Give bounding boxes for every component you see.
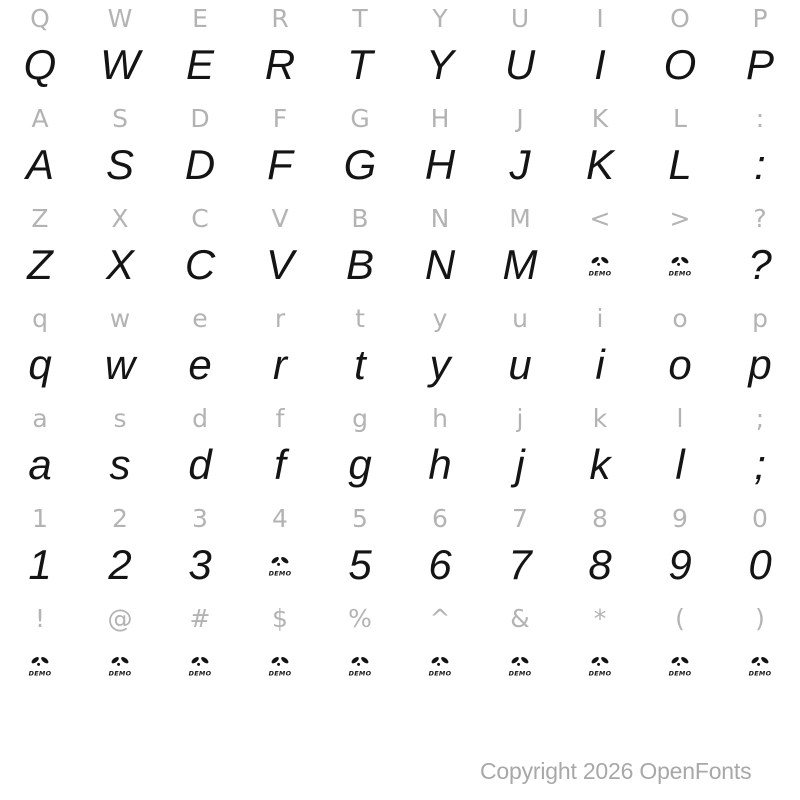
glyph-cell — [640, 400, 720, 500]
glyph-cell — [160, 500, 240, 600]
glyph-cell — [640, 0, 720, 100]
reference-char: ! — [34, 604, 46, 633]
glyph-cell — [480, 100, 560, 200]
fleuron-ornament-icon — [270, 656, 289, 666]
glyph-cell — [0, 200, 80, 300]
reference-char: # — [189, 604, 211, 633]
reference-char: s — [113, 404, 127, 433]
reference-char: ( — [675, 604, 685, 633]
reference-char: X — [111, 204, 129, 233]
reference-char: u — [512, 304, 528, 333]
fleuron-ornament-icon — [110, 656, 129, 666]
reference-char: l — [676, 404, 684, 433]
demo-font-char: e — [188, 341, 212, 388]
demo-font-char — [320, 631, 400, 686]
demo-font-char: E — [185, 41, 214, 88]
demo-font-char: W — [100, 41, 140, 88]
glyph-cell — [80, 100, 160, 200]
demo-font-char: 1 — [28, 541, 52, 588]
demo-font-char — [400, 631, 480, 686]
demo-font-char: w — [104, 341, 136, 388]
reference-char: y — [432, 304, 448, 333]
glyph-cell — [640, 500, 720, 600]
demo-font-char — [640, 231, 720, 286]
glyph-cell — [0, 0, 80, 100]
glyph-cell — [160, 100, 240, 200]
reference-char: 1 — [32, 504, 48, 533]
glyph-cell — [640, 600, 720, 700]
copyright-text: Copyright 2026 OpenFonts — [480, 758, 752, 784]
glyph-cell — [240, 200, 320, 300]
reference-char: w — [109, 304, 131, 333]
demo-font-char: 0 — [748, 541, 772, 588]
specimen-row — [0, 200, 800, 300]
glyph-cell — [720, 100, 800, 200]
glyph-cell — [0, 500, 80, 600]
demo-font-char: 9 — [668, 541, 692, 588]
glyph-cell — [720, 0, 800, 100]
demo-font-char — [560, 231, 640, 286]
demo-font-char: U — [504, 41, 536, 88]
demo-font-char: r — [273, 341, 287, 388]
reference-char: O — [670, 4, 690, 33]
demo-font-char: D — [184, 141, 216, 188]
glyph-cell — [480, 400, 560, 500]
fleuron-ornament-icon — [30, 656, 49, 666]
demo-label: DEMO — [748, 669, 772, 677]
demo-font-char — [0, 631, 80, 686]
glyph-cell — [400, 200, 480, 300]
reference-char: $ — [272, 604, 288, 633]
demo-font-char — [240, 631, 320, 686]
reference-char: R — [271, 4, 289, 33]
demo-label: DEMO — [588, 269, 612, 277]
fleuron-ornament-icon — [750, 656, 769, 666]
glyph-cell — [240, 0, 320, 100]
demo-font-char: y — [429, 341, 451, 388]
reference-char: 7 — [512, 504, 528, 533]
demo-font-char: j — [515, 441, 525, 488]
reference-char: H — [430, 104, 450, 133]
glyph-cell — [80, 300, 160, 400]
demo-font-char — [720, 631, 800, 686]
reference-char: P — [752, 4, 768, 33]
fleuron-ornament-icon — [350, 656, 369, 666]
reference-char: A — [31, 104, 49, 133]
glyph-cell — [320, 100, 400, 200]
demo-font-char: 5 — [348, 541, 372, 588]
glyph-cell — [720, 500, 800, 600]
reference-char: T — [352, 4, 368, 33]
glyph-cell — [400, 0, 480, 100]
reference-char: a — [32, 404, 48, 433]
fleuron-ornament-icon — [590, 656, 609, 666]
glyph-cell — [480, 200, 560, 300]
glyph-cell — [480, 500, 560, 600]
reference-char: : — [755, 104, 765, 133]
glyph-cell — [240, 100, 320, 200]
demo-font-char — [560, 631, 640, 686]
glyph-cell — [320, 400, 400, 500]
demo-font-char: L — [668, 141, 692, 188]
demo-font-char — [640, 631, 720, 686]
demo-label: DEMO — [668, 669, 692, 677]
specimen-row — [0, 500, 800, 600]
demo-label: DEMO — [268, 569, 292, 577]
reference-char: M — [509, 204, 531, 233]
reference-char: 0 — [752, 504, 768, 533]
reference-char: i — [596, 304, 604, 333]
demo-font-char: 6 — [428, 541, 452, 588]
reference-char: 6 — [432, 504, 448, 533]
glyph-cell — [240, 400, 320, 500]
reference-char: W — [107, 4, 133, 33]
demo-font-char: J — [509, 141, 531, 188]
reference-char: r — [274, 304, 286, 333]
demo-font-char: B — [345, 241, 374, 288]
demo-label: DEMO — [348, 669, 372, 677]
demo-label: DEMO — [268, 669, 292, 677]
reference-char: ; — [755, 404, 765, 433]
reference-char: > — [669, 204, 691, 233]
glyph-cell — [320, 0, 400, 100]
fleuron-ornament-icon — [190, 656, 209, 666]
glyph-cell — [560, 600, 640, 700]
reference-char: L — [673, 104, 687, 133]
glyph-cell — [80, 400, 160, 500]
specimen-row — [0, 0, 800, 100]
demo-placeholder-glyph — [747, 655, 773, 677]
reference-char: d — [192, 404, 208, 433]
demo-font-char: H — [424, 141, 456, 188]
demo-font-char: g — [348, 441, 372, 488]
demo-placeholder-glyph — [267, 655, 293, 677]
reference-char: 5 — [352, 504, 368, 533]
glyph-cell — [80, 0, 160, 100]
demo-placeholder-glyph — [427, 655, 453, 677]
reference-char: e — [192, 304, 208, 333]
demo-label: DEMO — [508, 669, 532, 677]
reference-char: Q — [30, 4, 50, 33]
demo-font-char: S — [105, 141, 134, 188]
specimen-row — [0, 400, 800, 500]
glyph-cell — [720, 600, 800, 700]
demo-font-char: 7 — [508, 541, 532, 588]
glyph-cell — [240, 500, 320, 600]
demo-font-char: d — [188, 441, 212, 488]
reference-char: E — [192, 4, 208, 33]
glyph-cell — [640, 300, 720, 400]
demo-font-char: f — [274, 441, 286, 488]
glyph-cell — [160, 400, 240, 500]
reference-char: g — [352, 404, 368, 433]
demo-font-char: I — [594, 41, 606, 88]
glyph-cell — [720, 200, 800, 300]
glyph-cell — [560, 400, 640, 500]
glyph-cell — [80, 600, 160, 700]
demo-font-char: q — [28, 341, 52, 388]
demo-placeholder-glyph — [267, 555, 293, 577]
glyph-cell — [0, 100, 80, 200]
reference-char: Z — [31, 204, 49, 233]
demo-font-char: s — [109, 441, 131, 488]
demo-font-char: p — [748, 341, 772, 388]
reference-char: 9 — [672, 504, 688, 533]
demo-label: DEMO — [428, 669, 452, 677]
reference-char: 2 — [112, 504, 128, 533]
demo-font-char: F — [267, 141, 293, 188]
demo-font-char: 8 — [588, 541, 612, 588]
reference-char: S — [112, 104, 128, 133]
glyph-cell — [160, 300, 240, 400]
reference-char: K — [591, 104, 609, 133]
fleuron-ornament-icon — [670, 656, 689, 666]
reference-char: % — [348, 604, 372, 633]
glyph-cell — [640, 200, 720, 300]
glyph-cell — [640, 100, 720, 200]
reference-char: < — [589, 204, 611, 233]
glyph-cell — [320, 500, 400, 600]
demo-font-char: i — [595, 341, 605, 388]
demo-placeholder-glyph — [667, 655, 693, 677]
reference-char: j — [516, 404, 524, 433]
demo-font-char: 3 — [188, 541, 212, 588]
glyph-cell — [400, 100, 480, 200]
reference-char: F — [272, 104, 288, 133]
reference-char: @ — [107, 604, 133, 633]
demo-font-char: X — [105, 241, 134, 288]
demo-font-char: K — [585, 141, 614, 188]
glyph-cell — [240, 600, 320, 700]
demo-font-char: O — [663, 41, 697, 88]
glyph-cell — [400, 600, 480, 700]
demo-font-char: P — [745, 41, 774, 88]
demo-font-char — [240, 531, 320, 586]
glyph-cell — [320, 300, 400, 400]
glyph-cell — [320, 600, 400, 700]
reference-char: ? — [753, 204, 767, 233]
demo-placeholder-glyph — [187, 655, 213, 677]
reference-char: J — [516, 104, 524, 133]
glyph-cell — [400, 300, 480, 400]
glyph-cell — [720, 400, 800, 500]
specimen-row — [0, 300, 800, 400]
reference-char: & — [510, 604, 530, 633]
reference-char: Y — [432, 4, 448, 33]
reference-char: N — [430, 204, 450, 233]
demo-label: DEMO — [188, 669, 212, 677]
reference-char: ) — [755, 604, 765, 633]
demo-placeholder-glyph — [27, 655, 53, 677]
demo-font-char — [480, 631, 560, 686]
reference-char: U — [510, 4, 530, 33]
glyph-cell — [560, 300, 640, 400]
reference-char: * — [593, 604, 607, 633]
demo-font-char: G — [343, 141, 377, 188]
demo-placeholder-glyph — [107, 655, 133, 677]
demo-font-char: ; — [754, 441, 766, 488]
reference-char: f — [275, 404, 285, 433]
glyph-cell — [720, 300, 800, 400]
glyph-cell — [400, 500, 480, 600]
demo-font-char: C — [184, 241, 216, 288]
demo-placeholder-glyph — [667, 255, 693, 277]
demo-label: DEMO — [668, 269, 692, 277]
demo-font-char: R — [264, 41, 296, 88]
glyph-cell — [560, 100, 640, 200]
glyph-cell — [480, 300, 560, 400]
glyph-cell — [560, 500, 640, 600]
reference-char: C — [191, 204, 209, 233]
glyph-cell — [560, 200, 640, 300]
demo-placeholder-glyph — [507, 655, 533, 677]
demo-placeholder-glyph — [587, 255, 613, 277]
demo-font-char: A — [25, 141, 54, 188]
fleuron-ornament-icon — [590, 256, 609, 266]
demo-label: DEMO — [108, 669, 132, 677]
glyph-cell — [0, 400, 80, 500]
demo-label: DEMO — [28, 669, 52, 677]
fleuron-ornament-icon — [670, 256, 689, 266]
reference-char: B — [351, 204, 369, 233]
glyph-cell — [240, 300, 320, 400]
demo-placeholder-glyph — [587, 655, 613, 677]
demo-font-char: o — [668, 341, 692, 388]
demo-font-char: Z — [27, 241, 53, 288]
reference-char: t — [355, 304, 365, 333]
reference-char: ^ — [429, 604, 451, 633]
demo-font-char — [160, 631, 240, 686]
glyph-cell — [0, 300, 80, 400]
demo-font-char: 2 — [108, 541, 132, 588]
fleuron-ornament-icon — [510, 656, 529, 666]
reference-char: k — [592, 404, 608, 433]
glyph-cell — [480, 0, 560, 100]
reference-char: p — [752, 304, 768, 333]
reference-char: 4 — [272, 504, 288, 533]
demo-font-char: k — [589, 441, 611, 488]
demo-font-char: ? — [748, 241, 772, 288]
reference-char: 8 — [592, 504, 608, 533]
specimen-row — [0, 600, 800, 700]
demo-font-char: T — [347, 41, 373, 88]
glyph-cell — [160, 0, 240, 100]
glyph-cell — [80, 500, 160, 600]
reference-char: V — [271, 204, 289, 233]
demo-font-char: u — [508, 341, 532, 388]
demo-font-char: Y — [425, 41, 454, 88]
reference-char: D — [190, 104, 210, 133]
glyph-cell — [160, 200, 240, 300]
demo-placeholder-glyph — [347, 655, 373, 677]
demo-font-char — [80, 631, 160, 686]
reference-char: I — [596, 4, 604, 33]
demo-font-char: t — [354, 341, 366, 388]
demo-font-char: M — [502, 241, 538, 288]
fleuron-ornament-icon — [430, 656, 449, 666]
specimen-row — [0, 100, 800, 200]
reference-char: G — [350, 104, 370, 133]
demo-font-char: Q — [23, 41, 57, 88]
reference-char: o — [672, 304, 688, 333]
glyph-cell — [160, 600, 240, 700]
glyph-cell — [320, 200, 400, 300]
demo-font-char: a — [28, 441, 52, 488]
demo-font-char: V — [265, 241, 294, 288]
reference-char: q — [32, 304, 48, 333]
reference-char: 3 — [192, 504, 208, 533]
demo-font-char: l — [675, 441, 685, 488]
demo-font-char: N — [424, 241, 456, 288]
glyph-cell — [400, 400, 480, 500]
demo-font-char: : — [754, 141, 766, 188]
reference-char: h — [432, 404, 448, 433]
fleuron-ornament-icon — [270, 556, 289, 566]
glyph-cell — [560, 0, 640, 100]
demo-font-char: h — [428, 441, 452, 488]
demo-label: DEMO — [588, 669, 612, 677]
glyph-cell — [0, 600, 80, 700]
glyph-cell — [80, 200, 160, 300]
glyph-cell — [480, 600, 560, 700]
